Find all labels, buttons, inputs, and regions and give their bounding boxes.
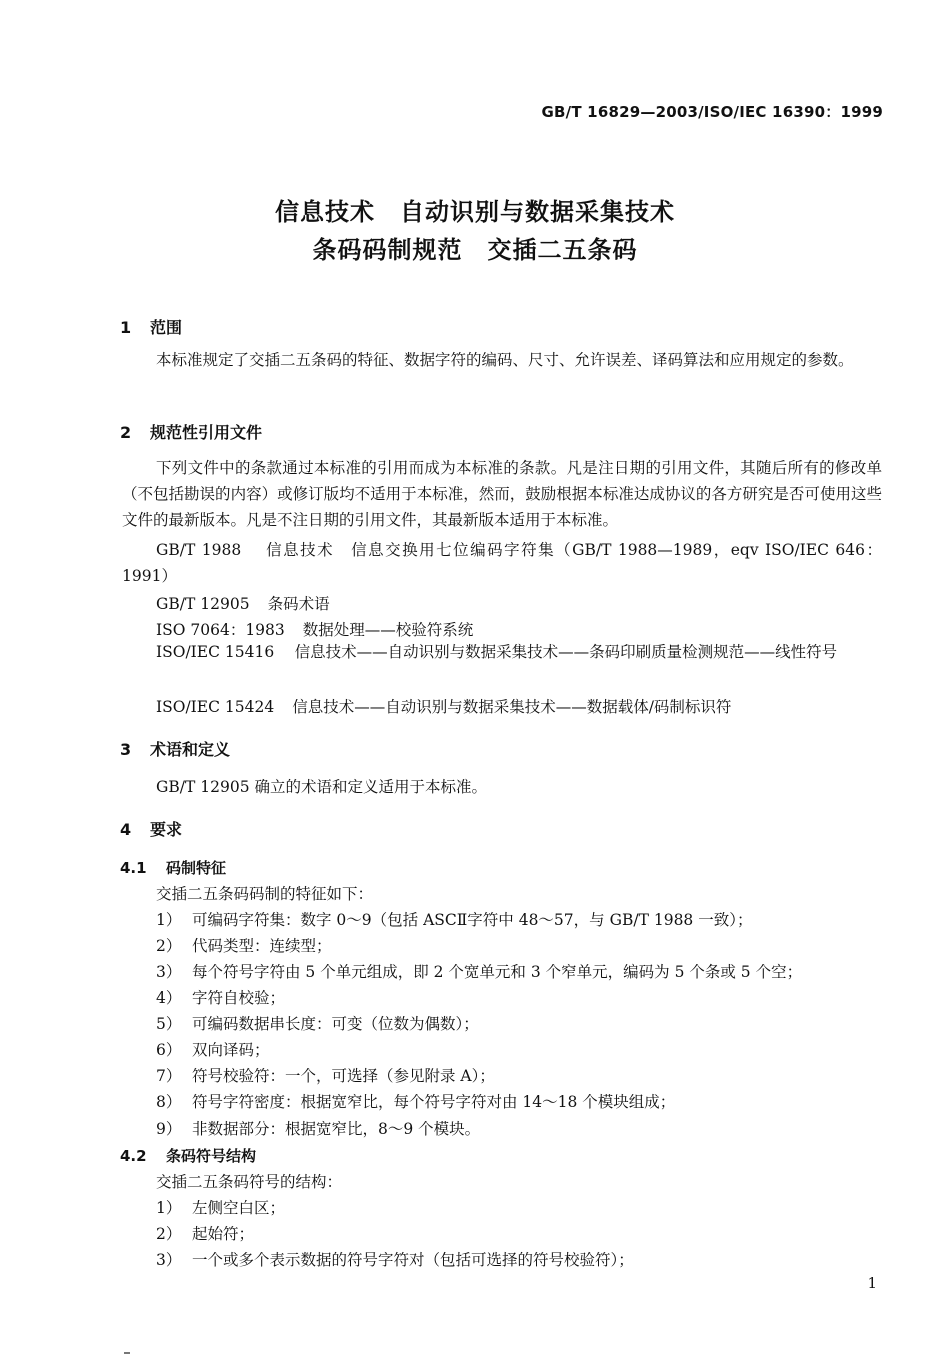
document-title-line2: 条码码制规范 交插二五条码 [312, 236, 638, 264]
list-item [156, 1090, 675, 1112]
list-text: 可编码字符集：数字 0～9（包括 ASCⅡ字符中 48～57，与 GB/T 1988 一致）； [192, 911, 753, 929]
scan-artifact-mark [124, 1352, 130, 1354]
section-title: 条码符号结构 [166, 1147, 257, 1165]
section-4-2-intro: 交插二五条码符号的结构： [156, 1173, 343, 1191]
list-item [156, 1117, 480, 1139]
section-number: 4.1 [120, 859, 147, 877]
section-3-heading [120, 737, 230, 760]
list-item [156, 986, 285, 1008]
reference-code: GB/T 1988 [156, 541, 242, 559]
reference-code: ISO/IEC 15416 [156, 643, 275, 661]
reference-item [156, 695, 731, 717]
reference-item [156, 592, 330, 614]
reference-item [122, 537, 882, 589]
section-number: 3 [120, 740, 132, 759]
section-title: 码制特征 [166, 859, 227, 877]
list-number: 3） [156, 1251, 182, 1269]
page-number: 1 [867, 1274, 877, 1292]
reference-title: 信息技术 信息交换用七位编码字符集（GB/T 1988—1989，eqv ISO/IEC 646：1991） [122, 541, 882, 585]
list-number: 2） [156, 1225, 182, 1243]
list-number: 2） [156, 937, 182, 955]
reference-item [122, 639, 882, 665]
list-text: 起始符； [192, 1225, 255, 1243]
section-1-heading [120, 315, 182, 338]
list-text: 代码类型：连续型； [192, 937, 332, 955]
section-number: 2 [120, 423, 132, 442]
section-4-heading [120, 817, 182, 840]
list-number: 6） [156, 1041, 182, 1059]
section-number: 1 [120, 318, 132, 337]
section-2-heading [120, 420, 262, 443]
list-number: 4） [156, 989, 182, 1007]
reference-title: 信息技术——自动识别与数据采集技术——数据载体/码制标识符 [292, 698, 732, 716]
list-number: 1） [156, 1199, 182, 1217]
list-text: 左侧空白区； [192, 1199, 286, 1217]
reference-item [156, 618, 473, 640]
section-title: 术语和定义 [150, 740, 231, 759]
section-4-2-heading [120, 1145, 256, 1166]
list-text: 符号校验符：一个，可选择（参见附录 A）； [192, 1067, 495, 1085]
list-text: 符号字符密度：根据宽窄比，每个符号字符对由 14～18 个模块组成； [192, 1093, 676, 1111]
standard-code: GB/T 16829—2003/ISO/IEC 16390：1999 [541, 103, 883, 121]
list-number: 7） [156, 1067, 182, 1085]
list-item [156, 908, 752, 930]
list-text: 非数据部分：根据宽窄比，8～9 个模块。 [192, 1120, 481, 1138]
list-item [156, 1222, 254, 1244]
list-text: 一个或多个表示数据的符号字符对（包括可选择的符号校验符）； [192, 1251, 634, 1269]
list-text: 双向译码； [192, 1041, 270, 1059]
reference-code: GB/T 12905 [156, 595, 250, 613]
reference-title: 信息技术——自动识别与数据采集技术——条码印刷质量检测规范——线性符号 [294, 643, 838, 661]
list-number: 1） [156, 911, 182, 929]
list-number: 5） [156, 1015, 182, 1033]
list-text: 可编码数据串长度：可变（位数为偶数）； [192, 1015, 479, 1033]
section-2-paragraph: 下列文件中的条款通过本标准的引用而成为本标准的条款。凡是注日期的引用文件，其随后所有的修改单（不包括勘误的内容）或修订版均不适用于本标准，然而，鼓励根据本标准达成协议的各方研究是否可使用这些文件的最新版本。凡是不注日期的引用文件，其最新版本适用于本标准。 [122, 459, 882, 529]
section-title: 要求 [150, 820, 183, 839]
section-number: 4.2 [120, 1147, 147, 1165]
list-item [156, 1012, 479, 1034]
section-3-paragraph: GB/T 12905 确立的术语和定义适用于本标准。 [156, 778, 487, 796]
list-item [156, 1196, 285, 1218]
document-title-line1: 信息技术 自动识别与数据采集技术 [275, 198, 675, 226]
section-title: 规范性引用文件 [150, 423, 263, 442]
list-text: 字符自校验； [192, 989, 286, 1007]
list-item [156, 934, 332, 956]
reference-title: 条码术语 [267, 595, 330, 613]
section-number: 4 [120, 820, 132, 839]
section-4-1-heading [120, 857, 226, 878]
list-item [156, 1248, 634, 1270]
reference-code: ISO 7064：1983 [156, 621, 285, 639]
reference-code: ISO/IEC 15424 [156, 698, 275, 716]
list-item [156, 1038, 270, 1060]
section-title: 范围 [150, 318, 183, 337]
section-1-paragraph: 本标准规定了交插二五条码的特征、数据字符的编码、尺寸、允许误差、译码算法和应用规定的参数。 [156, 351, 854, 369]
list-text: 每个符号字符由 5 个单元组成，即 2 个宽单元和 3 个窄单元，编码为 5 个条或 5 个空； [192, 963, 803, 981]
list-number: 3） [156, 963, 182, 981]
list-number: 8） [156, 1093, 182, 1111]
list-number: 9） [156, 1120, 182, 1138]
section-4-1-intro: 交插二五条码码制的特征如下： [156, 885, 374, 903]
list-item [156, 960, 802, 982]
reference-title: 数据处理——校验符系统 [302, 621, 474, 639]
list-item [156, 1064, 495, 1086]
